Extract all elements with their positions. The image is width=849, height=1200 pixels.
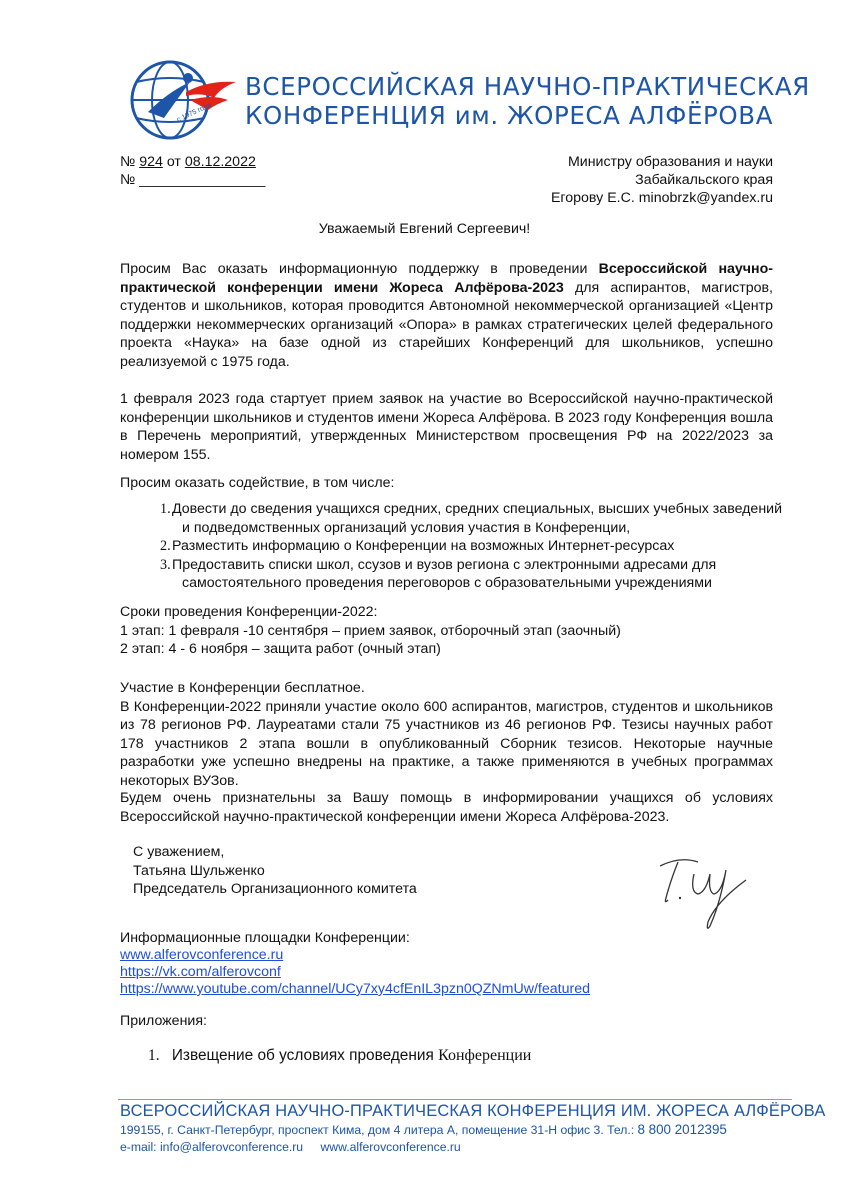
header-title-line2: КОНФЕРЕНЦИЯ им. ЖОРЕСА АЛФЁРОВА xyxy=(245,101,774,130)
addressee-line3: Егорову Е.С. minobrzk@yandex.ru xyxy=(550,190,773,206)
list-item-number: 1. xyxy=(160,501,171,517)
addressee-line2: Забайкальского края xyxy=(635,172,773,188)
date-label: от xyxy=(166,154,181,170)
signer-name: Татьяна Шульженко xyxy=(133,862,265,879)
results-text: В Конференции-2022 приняли участие около 600 аспирантов, магистров, студентов и школьников из 78 регионов РФ. Лауреатами стали 75 участников из 46 регионов РФ. Тезисы научных работ 178 участников 2 этапа вошли в опубликованный Сборник тезисов. Некоторые научные разработки уже успешно внедрены на практике, а также применяются в учебных программах некоторых ВУЗов. xyxy=(120,698,773,789)
attachment-text-a: Извещение об условиях проведения xyxy=(171,1047,439,1064)
vk-link[interactable]: https://vk.com/alferovconf xyxy=(120,964,281,980)
paragraph-request: Просим оказать содействие, в том числе: xyxy=(120,475,395,491)
footer-contacts xyxy=(120,1140,461,1154)
attachments-title: Приложения: xyxy=(120,1013,207,1029)
list-item-text: Предоставить списки школ, ссузов и вузов региона с электронными адресами для xyxy=(172,556,717,573)
footer-email: e-mail: info@alferovconference.ru xyxy=(120,1140,304,1154)
free-participation: Участие в Конференции бесплатное. xyxy=(120,680,365,696)
list-item-text-cont: самостоятельного проведения переговоров с образовательными учреждениями xyxy=(182,575,712,591)
handwritten-signature xyxy=(650,852,760,932)
list-item-text-cont: и подведомственных организаций условия участия в Конференции, xyxy=(182,519,631,536)
footer-address xyxy=(120,1122,727,1137)
list-item-text: Довести до сведения учащихся средних, средних специальных, высших учебных заведений xyxy=(172,501,783,517)
footer-phone: 8 800 2012395 xyxy=(637,1122,727,1137)
signer-title: Председатель Организационного комитета xyxy=(133,881,417,897)
footer-site: www.alferovconference.ru xyxy=(320,1140,461,1154)
footer-divider xyxy=(118,1099,792,1100)
website-link[interactable]: www.alferovconference.ru xyxy=(120,947,284,963)
list-item xyxy=(160,537,786,556)
list-item-number: 3. xyxy=(160,556,171,573)
list-item-text: Разместить информацию о Конференции на возможных Интернет-ресурсах xyxy=(172,538,675,554)
intro-text-b: для аспирантов, магистров, студентов и школьников, которая проводится Автономной некоммерческой организацией «Центр поддержки некоммерческих организаций «Опора» в рамках стратегических целей федерального проекта «Наука» на базе одной из старейших Конференций для школьников, успешно реализуемой с 1975 года. xyxy=(120,279,774,370)
footer-address-text: 199155, г. Санкт-Петербург, проспект Кима, дом 4 литера А, помещение 31-Н офис 3. Тел.: xyxy=(120,1123,638,1137)
list-item-number: 2. xyxy=(160,538,171,554)
number-label-2: № xyxy=(120,172,136,188)
schedule-stage1: 1 этап: 1 февраля -10 сентября – прием заявок, отборочный этап (заочный) xyxy=(120,622,621,639)
list-item xyxy=(160,500,786,537)
list-item xyxy=(160,556,786,593)
number-label: № xyxy=(120,154,136,170)
header-title xyxy=(245,72,810,130)
attachment-text-b: Конференции xyxy=(438,1047,532,1064)
document-meta xyxy=(120,153,265,189)
intro-conference-name: Всероссийской научно-практической конференции имени Жореса Алфёрова-2023 xyxy=(120,261,774,296)
addressee xyxy=(551,153,773,207)
greeting: Уважаемый Евгений Сергеевич! xyxy=(318,221,531,237)
schedule-title: Сроки проведения Конференции-2022: xyxy=(120,604,378,620)
links-block xyxy=(120,930,590,998)
paragraph-results xyxy=(120,679,773,790)
addressee-line1: Министру образования и науки xyxy=(567,154,773,170)
schedule-stage2: 2 этап: 4 - 6 ноября – защита работ (очный этап) xyxy=(120,641,441,657)
header-title-line1: ВСЕРОССИЙСКАЯ НАУЧНО-ПРАКТИЧЕСКАЯ xyxy=(245,72,810,101)
paragraph-thanks: Будем очень признательны за Вашу помощь в информировании учащихся об условиях Всероссийской научно-практической конференции имени Жореса Алфёрова-2023. xyxy=(120,790,773,825)
number-blank: ________________ xyxy=(139,172,266,188)
youtube-link[interactable]: https://www.youtube.com/channel/UCy7xy4cfEnIL3pzn0QZNmUw/featured xyxy=(120,981,590,997)
attachment-item xyxy=(148,1047,531,1065)
attachment-number: 1. xyxy=(148,1047,160,1064)
document-number: 924 xyxy=(139,154,163,170)
conference-logo xyxy=(128,52,240,148)
schedule xyxy=(120,603,621,659)
paragraph-intro xyxy=(120,260,773,371)
closing: С уважением, xyxy=(133,844,225,860)
intro-text-a: Просим Вас оказать информационную поддержку в проведении xyxy=(120,261,599,277)
paragraph-applications: 1 февраля 2023 года стартует прием заявок на участие во Всероссийской научно-практической конференции школьников и студентов имени Жореса Алфёрова. В 2023 году Конференция вошла в Перечень мероприятий, утвержденных Министерством просвещения РФ на 2022/2023 за номером 155. xyxy=(120,391,774,463)
svg-text:с 1975 года: с 1975 года xyxy=(175,101,213,124)
links-title: Информационные площадки Конференции: xyxy=(120,930,410,946)
document-date: 08.12.2022 xyxy=(184,154,256,170)
footer-title: ВСЕРОССИЙСКАЯ НАУЧНО-ПРАКТИЧЕСКАЯ КОНФЕРЕНЦИЯ ИМ. ЖОРЕСА АЛФЁРОВА xyxy=(120,1102,826,1120)
signature-block xyxy=(133,843,417,899)
request-list xyxy=(160,500,786,593)
